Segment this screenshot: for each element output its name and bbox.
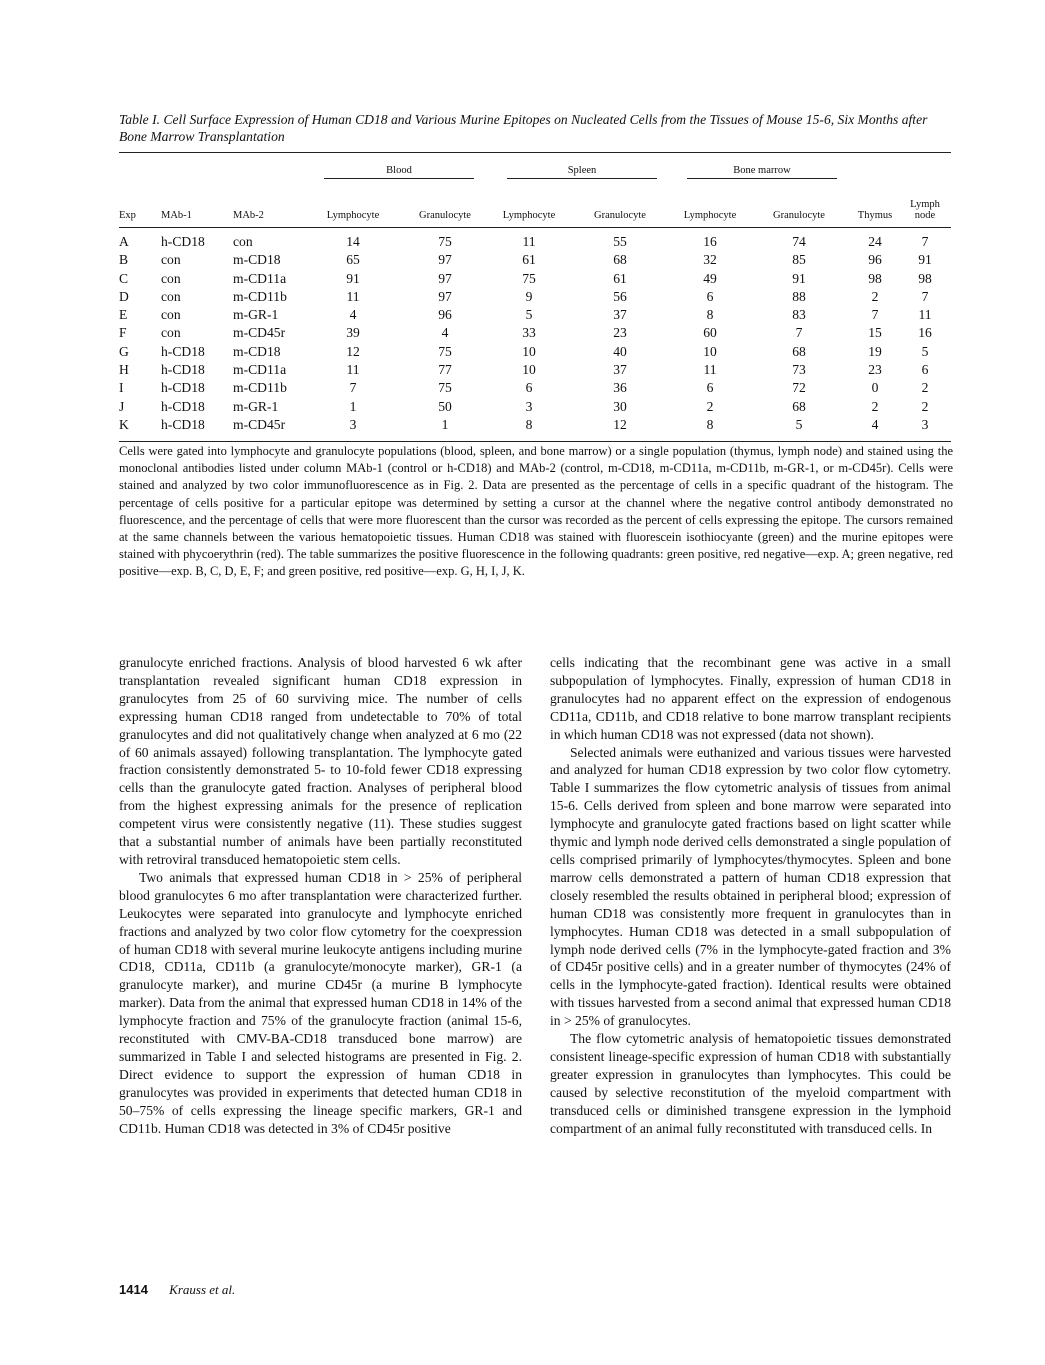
column-header-row xyxy=(119,199,951,228)
page-footer xyxy=(119,1282,235,1298)
data-table xyxy=(119,152,951,442)
table-cell: 65 xyxy=(346,252,360,268)
table-cell: 98 xyxy=(868,270,882,286)
table-cell: 3 xyxy=(525,398,533,414)
table-cell: 74 xyxy=(792,234,806,249)
table-cell: 37 xyxy=(613,307,627,323)
table-cell: 7 xyxy=(921,288,929,304)
table-cell: 91 xyxy=(792,270,806,286)
table-cell: 8 xyxy=(525,416,533,432)
table-cell: 2 xyxy=(921,398,929,414)
running-authors: Krauss et al. xyxy=(169,1282,236,1297)
table-cell: 11 xyxy=(346,288,360,304)
table-cell: 12 xyxy=(346,343,360,359)
table-cell: m-CD11b xyxy=(233,288,287,304)
table-row xyxy=(119,288,951,306)
table-cell: 14 xyxy=(346,234,360,249)
table-body xyxy=(119,228,951,442)
table-cell: 5 xyxy=(795,416,803,432)
table-cell: I xyxy=(119,380,124,396)
table-row xyxy=(119,398,951,416)
table-cell: m-GR-1 xyxy=(233,398,279,414)
table-cell: 75 xyxy=(438,234,452,249)
table-cell: 0 xyxy=(871,380,879,396)
table-row xyxy=(119,251,951,269)
table-cell: 83 xyxy=(792,307,806,323)
paragraph: granulocyte enriched fractions. Analysis of blood harvested 6 wk after transplantation revealed significant human CD18 expression in granulocytes from 25 of 60 surviving mice. The number of cells expressing human CD18 ranged from undetectable to 70% of total granulocytes and did not qualitatively change when analyzed at 6 mo (22 of 60 animals assayed) following transplantation. The lymphocyte gated fraction consistently demonstrated 5- to 10-fold fewer CD18 expressing cells than the granulocyte gated fraction. Analyses of peripheral blood from the highest expressing animals for the presence of replication competent virus were consistently negative (11). These studies suggest that a substantial number of animals have been partially reconstituted with retroviral transduced hematopoietic stem cells. xyxy=(119,655,522,867)
table-cell: 72 xyxy=(792,380,806,396)
table-cell: 7 xyxy=(921,234,929,249)
table-cell: 11 xyxy=(346,362,360,378)
table-cell: 49 xyxy=(703,270,717,286)
column-header: Lymphocyte xyxy=(491,199,567,228)
table-cell: 4 xyxy=(441,325,449,341)
table-cell: 12 xyxy=(613,416,627,432)
column-header: Lymphocyte xyxy=(307,199,399,228)
table-cell: 68 xyxy=(792,398,806,414)
table-cell: m-CD11a xyxy=(233,270,287,286)
table-cell: m-CD18 xyxy=(233,252,281,268)
table-cell: 56 xyxy=(613,288,627,304)
table-cell: 33 xyxy=(522,325,536,341)
table-cell: 2 xyxy=(921,380,929,396)
table-cell: F xyxy=(119,325,127,341)
table-cell: D xyxy=(119,288,129,304)
table-cell: m-CD11a xyxy=(233,362,287,378)
table-cell: h-CD18 xyxy=(161,343,205,359)
table-cell: con xyxy=(233,234,253,249)
table-cell: 7 xyxy=(871,307,879,323)
table-cell: h-CD18 xyxy=(161,398,205,414)
table-cell: C xyxy=(119,270,129,286)
column-header: MAb-1 xyxy=(161,199,233,228)
table-cell: 77 xyxy=(438,362,452,378)
body-column-left xyxy=(119,654,522,1137)
table-cell: 37 xyxy=(613,362,627,378)
table-row xyxy=(119,270,951,288)
table-cell: m-CD45r xyxy=(233,325,286,341)
table-cell: J xyxy=(119,398,125,414)
table-cell: 16 xyxy=(918,325,932,341)
column-header: MAb-2 xyxy=(233,199,307,228)
table-cell: 68 xyxy=(792,343,806,359)
table-cell: 8 xyxy=(706,416,714,432)
table-cell: 3 xyxy=(349,416,357,432)
table-cell: 75 xyxy=(522,270,536,286)
table-cell: h-CD18 xyxy=(161,416,205,432)
paragraph: Two animals that expressed human CD18 in > 25% of peripheral blood granulocytes 6 mo after transplantation were characterized further. Leukocytes were separated into granulocyte and lymphocyte enriched fractions and analyzed by two color flow cytometry for the coexpression of human CD18 with several murine leukocyte antigens including murine CD18, CD11a, CD11b (a granulocyte/monocyte marker), GR-1 (a granulocyte marker), and murine CD45r (a murine B lymphocyte marker). Data from the animal that expressed human CD18 in 14% of the lymphocyte fraction and 75% of the granulocyte fraction (animal 15-6, reconstituted with CMV-BA-CD18 transduced bone marrow) are summarized in Table I and selected histograms are presented in Fig. 2. Direct evidence to support the expression of human CD18 in granulocytes was provided in experiments that detected human CD18 in 50–75% of cells expressing the lineage specific markers, GR-1 and CD11b. Human CD18 was detected in 3% of CD45r positive xyxy=(119,869,522,1136)
group-spleen: Spleen xyxy=(507,165,657,179)
table-cell: 4 xyxy=(349,307,357,323)
table-cell: 91 xyxy=(918,252,932,268)
page-number: 1414 xyxy=(119,1282,148,1297)
table-cell: 88 xyxy=(792,288,806,304)
table-cell: 97 xyxy=(438,270,452,286)
table-cell: 91 xyxy=(346,270,360,286)
table-cell: con xyxy=(161,270,181,286)
column-header: Lymph node xyxy=(899,199,951,228)
table-cell: 1 xyxy=(349,398,357,414)
table-cell: 5 xyxy=(921,343,929,359)
table-cell: 97 xyxy=(438,288,452,304)
table-cell: 6 xyxy=(921,362,929,378)
table-cell: 30 xyxy=(613,398,627,414)
group-blood: Blood xyxy=(324,165,474,179)
table-cell: con xyxy=(161,288,181,304)
table-cell: 11 xyxy=(918,307,932,323)
table-cell: 32 xyxy=(703,252,717,268)
table-row xyxy=(119,306,951,324)
table-cell: 55 xyxy=(613,234,627,249)
table-cell: 3 xyxy=(921,416,929,432)
table-cell: 23 xyxy=(868,362,882,378)
column-header: Granulocyte xyxy=(567,199,673,228)
table-row xyxy=(119,324,951,342)
column-header: Thymus xyxy=(851,199,899,228)
table-cell: 10 xyxy=(522,343,536,359)
table-cell: 85 xyxy=(792,252,806,268)
table-cell: 96 xyxy=(868,252,882,268)
table-cell: m-GR-1 xyxy=(233,307,279,323)
table-cell: con xyxy=(161,325,181,341)
table-cell: 6 xyxy=(706,380,714,396)
table-cell: 39 xyxy=(346,325,360,341)
column-header: Granulocyte xyxy=(399,199,491,228)
table-cell: 75 xyxy=(438,380,452,396)
table-cell: 50 xyxy=(438,398,452,414)
table-cell: 1 xyxy=(441,416,449,432)
table-cell: 10 xyxy=(703,343,717,359)
table-cell: 75 xyxy=(438,343,452,359)
table-cell: 4 xyxy=(871,416,879,432)
table-cell: 7 xyxy=(349,380,357,396)
table-cell: 11 xyxy=(522,234,536,249)
table-cell: 61 xyxy=(613,270,627,286)
column-header: Lymphocyte xyxy=(673,199,747,228)
table-cell: 2 xyxy=(871,398,879,414)
table-cell: 9 xyxy=(525,288,533,304)
paragraph: Selected animals were euthanized and various tissues were harvested and analyzed for human CD18 expression by two color flow cytometry. Table I summarizes the flow cytometric analysis of tissues from animal 15-6. Cells derived from spleen and bone marrow were separated into lymphocyte and granulocyte gated fractions based on light scatter while thymic and lymph node derived cells demonstrated a single population of cells comprised primarily of lymphocytes/thymocytes. Spleen and bone marrow cells demonstrated a pattern of human CD18 expression that closely resembled the results obtained in peripheral blood; expression of human CD18 was consistently more frequent in granulocytes than in lymphocytes. Human CD18 was detected in a small subpopulation of lymph node derived cells (7% in the lymphocyte-gated fraction and 3% of CD45r positive cells) and in a greater number of thymocytes (24% of cells in the lymphocyte-gated fraction). Identical results were obtained with tissues harvested from a second animal that expressed human CD18 in > 25% of granulocytes. xyxy=(550,744,951,1029)
table-footnote: Cells were gated into lymphocyte and granulocyte populations (blood, spleen, and bone marrow) or a single population (thymus, lymph node) and stained using the monoclonal antibodies listed under column MAb-1 (control or h-CD18) and MAb-2 (control, m-CD18, m-CD11a, m-CD11b, m-GR-1, or m-CD45r). Cells were stained and analyzed by two color immunofluorescence as in Fig. 2. Data are presented as the percentage of cells in a specific quadrant of the histogram. The percentage of cells positive for a particular epitope was determined by setting a cursor at the channel where the negative control antibody demonstrated no fluorescence, and the percentage of cells that were more fluorescent than the cursor was recorded as the percent of cells expressing the epitope. The cursors remained at the same channels between the various hematopoietic tissues. Human CD18 was stained with fluorescein isothiocyante (green) and the murine epitopes were stained with phycoerythrin (red). The table summarizes the positive fluorescence in the following quadrants: green positive, red negative—exp. A; green negative, red positive—exp. B, C, D, E, F; and green positive, red positive—exp. G, H, I, J, K. xyxy=(119,444,953,579)
table-cell: 98 xyxy=(918,270,932,286)
table-cell: 10 xyxy=(522,362,536,378)
table-cell: 73 xyxy=(792,362,806,378)
table-cell: 5 xyxy=(525,307,533,323)
table-cell: G xyxy=(119,343,129,359)
table-cell: 97 xyxy=(438,252,452,268)
table-row xyxy=(119,228,951,252)
paragraph: The flow cytometric analysis of hematopoietic tissues demonstrated consistent lineage-specific expression of human CD18 with substantially greater expression in granulocytes than lymphocytes. This could be caused by selective reconstitution of the myeloid compartment with transduced cells or diminished transgene expression in the lymphoid compartment of an animal fully reconstituted with transduced cells. In xyxy=(550,1031,951,1136)
table-cell: A xyxy=(119,234,129,249)
table-cell: con xyxy=(161,307,181,323)
table-cell: 23 xyxy=(613,325,627,341)
table-cell: h-CD18 xyxy=(161,234,205,249)
table-cell: 16 xyxy=(703,234,717,249)
table-cell: E xyxy=(119,307,128,323)
paragraph: cells indicating that the recombinant gene was active in a small subpopulation of lymphocytes. Finally, expression of human CD18 in granulocytes had no apparent effect on the expression of endogenous CD11a, CD11b, and CD18 relative to bone marrow transplant recipients in which human CD18 was not expressed (data not shown). xyxy=(550,655,951,742)
table-cell: m-CD18 xyxy=(233,343,281,359)
table-cell: 60 xyxy=(703,325,717,341)
table-cell: 6 xyxy=(525,380,533,396)
table-row xyxy=(119,361,951,379)
table-cell: 2 xyxy=(871,288,879,304)
group-header-row xyxy=(119,153,951,199)
table-row xyxy=(119,343,951,361)
table-cell: K xyxy=(119,416,129,432)
table-cell: 2 xyxy=(706,398,714,414)
table-cell: 40 xyxy=(613,343,627,359)
table-cell: H xyxy=(119,362,129,378)
table-cell: 6 xyxy=(706,288,714,304)
table-cell: 36 xyxy=(613,380,627,396)
column-header: Exp xyxy=(119,199,161,228)
table-cell: 7 xyxy=(795,325,803,341)
table-cell: 24 xyxy=(868,234,882,249)
table-cell: m-CD45r xyxy=(233,416,286,432)
table-cell: m-CD11b xyxy=(233,380,287,396)
table-cell: 61 xyxy=(522,252,536,268)
table-cell: 8 xyxy=(706,307,714,323)
group-bone-marrow: Bone marrow xyxy=(687,165,837,179)
table-caption: Table I. Cell Surface Expression of Human CD18 and Various Murine Epitopes on Nucleated Cells from the Tissues of Mouse 15-6, Six Months after Bone Marrow Transplantation xyxy=(119,112,928,144)
table-row xyxy=(119,379,951,397)
table-cell: h-CD18 xyxy=(161,380,205,396)
table-cell: 68 xyxy=(613,252,627,268)
table-cell: h-CD18 xyxy=(161,362,205,378)
table-cell: con xyxy=(161,252,181,268)
body-column-right xyxy=(550,654,951,1137)
table-cell: B xyxy=(119,252,129,268)
table-row xyxy=(119,416,951,441)
table-cell: 96 xyxy=(438,307,452,323)
table-cell: 19 xyxy=(868,343,882,359)
table-cell: 15 xyxy=(868,325,882,341)
table-cell: 11 xyxy=(703,362,717,378)
column-header: Granulocyte xyxy=(747,199,851,228)
